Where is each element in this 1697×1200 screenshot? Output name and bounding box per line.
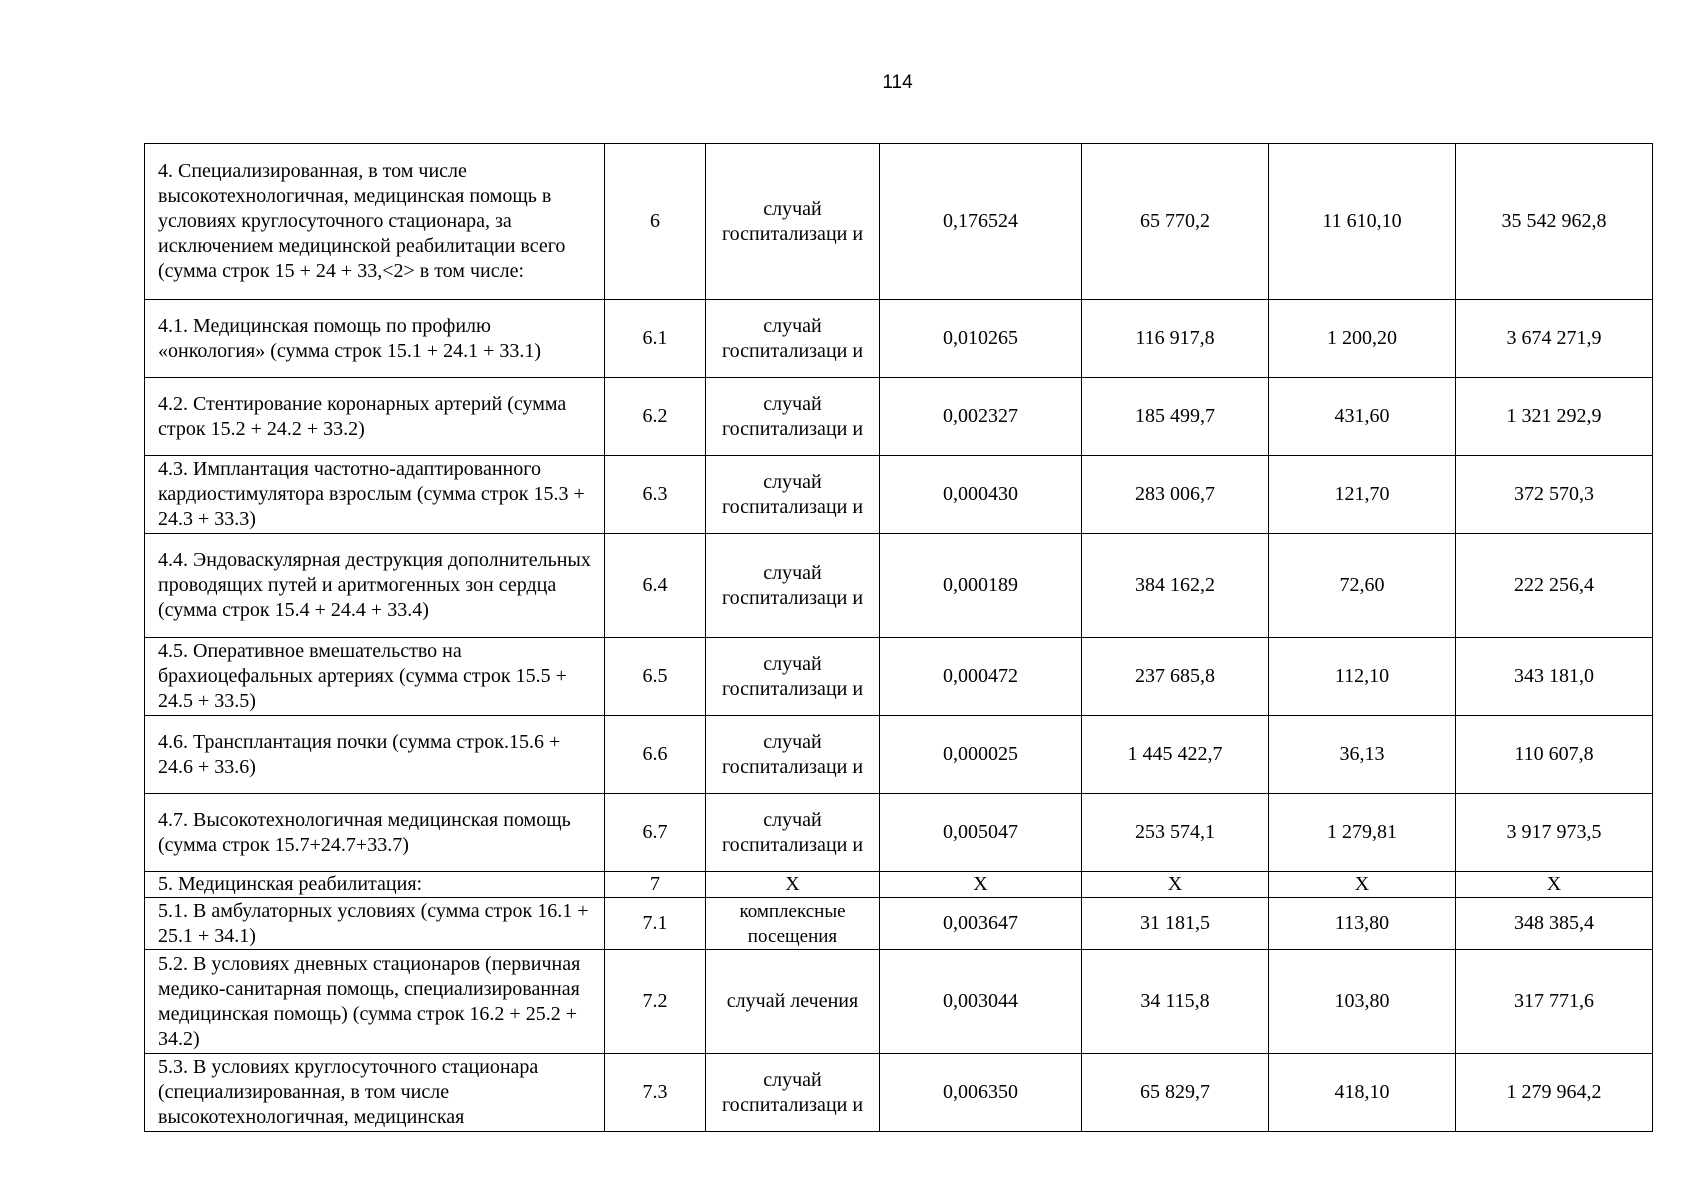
- row-unit: комплексные посещения: [706, 898, 880, 950]
- row-per-capita: 36,13: [1269, 716, 1456, 794]
- row-line-number: 6.4: [605, 534, 706, 638]
- row-norm: 0,003044: [880, 950, 1082, 1054]
- row-per-capita: 11 610,10: [1269, 144, 1456, 300]
- table-row: [145, 1054, 1653, 1132]
- row-per-capita: 103,80: [1269, 950, 1456, 1054]
- row-per-capita: 72,60: [1269, 534, 1456, 638]
- row-line-number: 6.5: [605, 638, 706, 716]
- table-row: [145, 456, 1653, 534]
- financing-table: [144, 143, 1653, 1132]
- row-total: 372 570,3: [1456, 456, 1653, 534]
- row-total: 35 542 962,8: [1456, 144, 1653, 300]
- table-row: [145, 378, 1653, 456]
- row-line-number: 7.2: [605, 950, 706, 1054]
- row-norm: 0,000025: [880, 716, 1082, 794]
- row-name: 4.2. Стентирование коронарных артерий (сумма строк 15.2 + 24.2 + 33.2): [145, 378, 605, 456]
- row-cost: 185 499,7: [1082, 378, 1269, 456]
- row-cost: 65 770,2: [1082, 144, 1269, 300]
- row-name: 4.3. Имплантация частотно-адаптированного кардиостимулятора взрослым (сумма строк 15.3 + 24.3 + 33.3): [145, 456, 605, 534]
- row-unit: случай лечения: [706, 950, 880, 1054]
- row-per-capita: 431,60: [1269, 378, 1456, 456]
- row-line-number: 7.1: [605, 898, 706, 950]
- row-cost: 1 445 422,7: [1082, 716, 1269, 794]
- row-total: 110 607,8: [1456, 716, 1653, 794]
- row-cost: 116 917,8: [1082, 300, 1269, 378]
- row-cost: Х: [1082, 872, 1269, 898]
- row-line-number: 6.2: [605, 378, 706, 456]
- row-unit: Х: [706, 872, 880, 898]
- row-line-number: 6.6: [605, 716, 706, 794]
- table-row: [145, 872, 1653, 898]
- row-total: Х: [1456, 872, 1653, 898]
- row-norm: 0,000189: [880, 534, 1082, 638]
- row-norm: 0,006350: [880, 1054, 1082, 1132]
- row-total: 343 181,0: [1456, 638, 1653, 716]
- row-unit: случай госпитализаци и: [706, 716, 880, 794]
- row-line-number: 7.3: [605, 1054, 706, 1132]
- row-cost: 237 685,8: [1082, 638, 1269, 716]
- row-unit: случай госпитализаци и: [706, 794, 880, 872]
- row-norm: 0,010265: [880, 300, 1082, 378]
- page-number: 114: [882, 72, 913, 93]
- row-per-capita: 113,80: [1269, 898, 1456, 950]
- row-total: 222 256,4: [1456, 534, 1653, 638]
- row-name: 4.1. Медицинская помощь по профилю «онкология» (сумма строк 15.1 + 24.1 + 33.1): [145, 300, 605, 378]
- table-row: [145, 794, 1653, 872]
- row-line-number: 6.7: [605, 794, 706, 872]
- row-line-number: 6.3: [605, 456, 706, 534]
- row-unit: случай госпитализаци и: [706, 300, 880, 378]
- row-unit: случай госпитализаци и: [706, 144, 880, 300]
- row-name: 4.4. Эндоваскулярная деструкция дополнительных проводящих путей и аритмогенных зон сердца (сумма строк 15.4 + 24.4 + 33.4): [145, 534, 605, 638]
- row-total: 3 917 973,5: [1456, 794, 1653, 872]
- row-name: 4.5. Оперативное вмешательство на брахиоцефальных артериях (сумма строк 15.5 + 24.5 + 33.5): [145, 638, 605, 716]
- table-row: [145, 716, 1653, 794]
- row-norm: 0,000472: [880, 638, 1082, 716]
- row-per-capita: 112,10: [1269, 638, 1456, 716]
- row-name: 5.3. В условиях круглосуточного стационара (специализированная, в том числе высокотехнологичная, медицинская: [145, 1054, 605, 1132]
- row-unit: случай госпитализаци и: [706, 378, 880, 456]
- row-name: 4. Специализированная, в том числе высокотехнологичная, медицинская помощь в условиях круглосуточного стационара, за исключением медицинской реабилитации всего (сумма строк 15 + 24 + 33,<2> в том числе:: [145, 144, 605, 300]
- row-unit: случай госпитализаци и: [706, 1054, 880, 1132]
- row-norm: 0,176524: [880, 144, 1082, 300]
- row-name: 5.1. В амбулаторных условиях (сумма строк 16.1 + 25.1 + 34.1): [145, 898, 605, 950]
- row-unit: случай госпитализаци и: [706, 534, 880, 638]
- row-unit: случай госпитализаци и: [706, 456, 880, 534]
- row-total: 348 385,4: [1456, 898, 1653, 950]
- table-row: [145, 534, 1653, 638]
- table-row: [145, 300, 1653, 378]
- row-cost: 34 115,8: [1082, 950, 1269, 1054]
- row-name: 5.2. В условиях дневных стационаров (первичная медико-санитарная помощь, специализированная медицинская помощь) (сумма строк 16.2 + 25.2 + 34.2): [145, 950, 605, 1054]
- row-total: 1 321 292,9: [1456, 378, 1653, 456]
- row-per-capita: 1 279,81: [1269, 794, 1456, 872]
- row-per-capita: 121,70: [1269, 456, 1456, 534]
- row-line-number: 6.1: [605, 300, 706, 378]
- row-norm: 0,005047: [880, 794, 1082, 872]
- row-cost: 31 181,5: [1082, 898, 1269, 950]
- table-row: [145, 898, 1653, 950]
- table-row: [145, 144, 1653, 300]
- row-line-number: 7: [605, 872, 706, 898]
- row-name: 4.7. Высокотехнологичная медицинская помощь (сумма строк 15.7+24.7+33.7): [145, 794, 605, 872]
- row-name: 4.6. Трансплантация почки (сумма строк.15.6 + 24.6 + 33.6): [145, 716, 605, 794]
- row-per-capita: Х: [1269, 872, 1456, 898]
- table-row: [145, 638, 1653, 716]
- table-row: [145, 950, 1653, 1054]
- row-total: 317 771,6: [1456, 950, 1653, 1054]
- row-per-capita: 1 200,20: [1269, 300, 1456, 378]
- row-line-number: 6: [605, 144, 706, 300]
- row-name: 5. Медицинская реабилитация:: [145, 872, 605, 898]
- row-per-capita: 418,10: [1269, 1054, 1456, 1132]
- row-norm: Х: [880, 872, 1082, 898]
- row-cost: 384 162,2: [1082, 534, 1269, 638]
- row-unit: случай госпитализаци и: [706, 638, 880, 716]
- row-total: 3 674 271,9: [1456, 300, 1653, 378]
- row-cost: 283 006,7: [1082, 456, 1269, 534]
- row-norm: 0,003647: [880, 898, 1082, 950]
- row-total: 1 279 964,2: [1456, 1054, 1653, 1132]
- row-cost: 65 829,7: [1082, 1054, 1269, 1132]
- row-norm: 0,002327: [880, 378, 1082, 456]
- row-cost: 253 574,1: [1082, 794, 1269, 872]
- row-norm: 0,000430: [880, 456, 1082, 534]
